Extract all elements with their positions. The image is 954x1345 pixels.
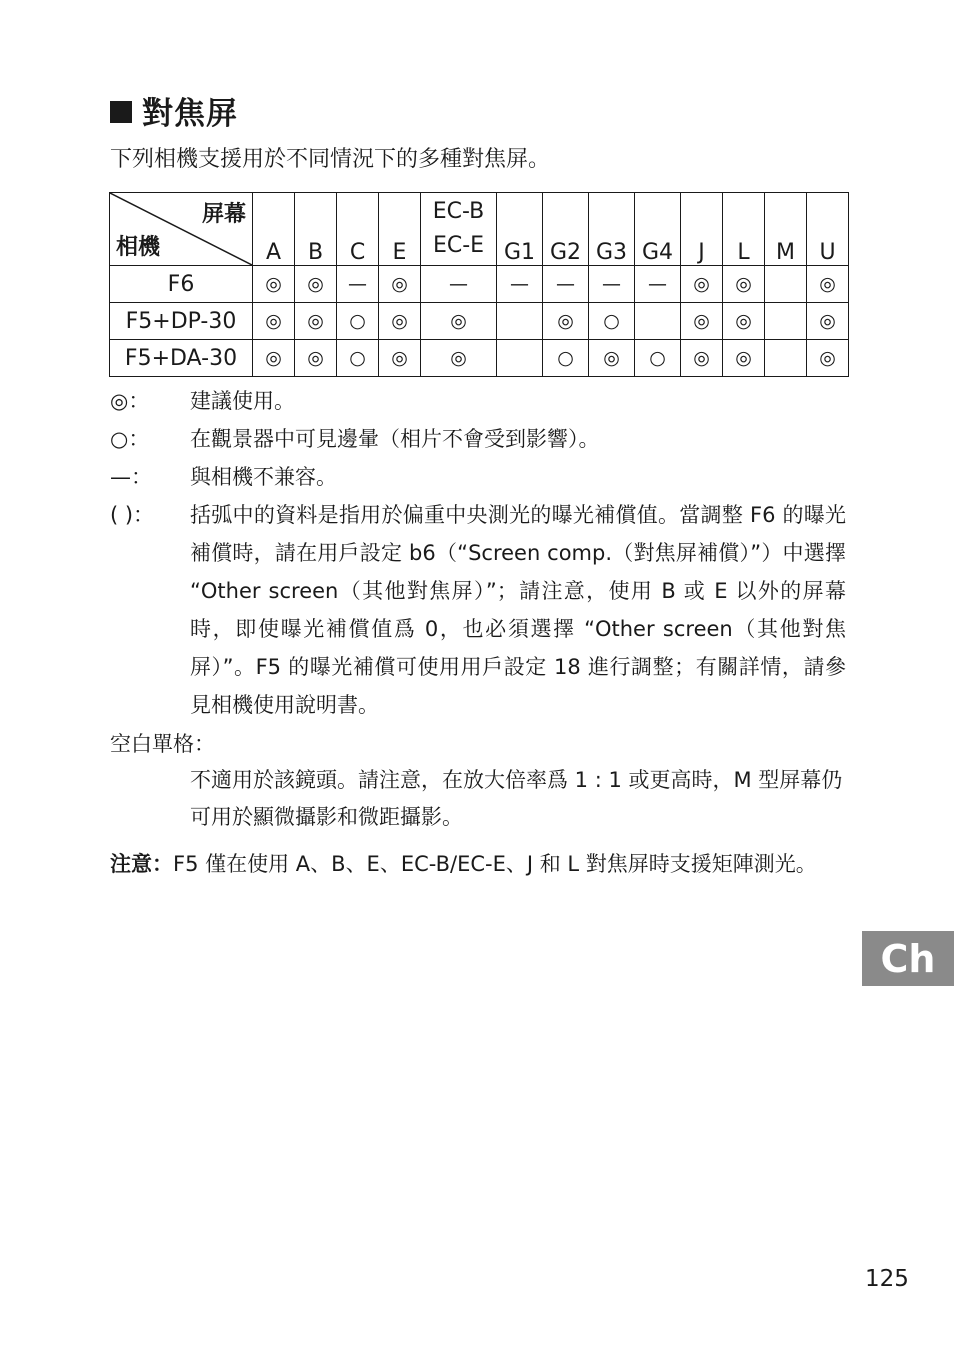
- note-item: [110, 382, 846, 420]
- column-header: C: [337, 193, 379, 266]
- column-header: G2: [543, 193, 589, 266]
- column-header: [421, 193, 497, 266]
- note-symbol: —：: [110, 465, 152, 489]
- column-header-line: EC-E: [432, 233, 485, 258]
- chapter-tab: Ch: [862, 931, 954, 986]
- column-header: G4: [635, 193, 681, 266]
- column-header: B: [295, 193, 337, 266]
- column-header: L: [723, 193, 765, 266]
- attention-text: F5 僅在使用 A、B、E、EC-B/EC-E、J 和 L 對焦屏時支援矩陣測光。: [173, 852, 817, 876]
- column-header-line: EC-B: [432, 199, 485, 224]
- note-item: [110, 458, 846, 496]
- compat-cell: ◎: [681, 303, 723, 340]
- compat-cell: [765, 266, 807, 303]
- note-text: 建議使用。: [190, 389, 295, 413]
- compat-cell: [635, 303, 681, 340]
- compat-cell: ○: [543, 340, 589, 377]
- compat-cell: ◎: [379, 266, 421, 303]
- camera-name: F5+DP-30: [110, 303, 253, 340]
- compat-cell: ○: [337, 340, 379, 377]
- section-title: 對焦屏: [142, 96, 238, 132]
- compat-cell: ○: [635, 340, 681, 377]
- camera-name: F6: [110, 266, 253, 303]
- square-bullet-icon: [110, 101, 132, 123]
- compatibility-table: [109, 192, 849, 377]
- compat-cell: ○: [337, 303, 379, 340]
- compat-cell: ◎: [723, 266, 765, 303]
- note-item: [110, 420, 846, 458]
- compat-cell: ◎: [421, 340, 497, 377]
- compat-cell: ◎: [253, 340, 295, 377]
- compat-cell: [765, 303, 807, 340]
- compat-cell: ◎: [379, 340, 421, 377]
- compat-cell: ○: [589, 303, 635, 340]
- compat-cell: [497, 340, 543, 377]
- compat-cell: —: [635, 266, 681, 303]
- compat-cell: ◎: [295, 303, 337, 340]
- column-header: M: [765, 193, 807, 266]
- compat-cell: ◎: [295, 340, 337, 377]
- column-header: J: [681, 193, 723, 266]
- compat-cell: ◎: [681, 340, 723, 377]
- note-symbol: ◎：: [110, 389, 150, 413]
- blank-cell-label: 空白單格：: [110, 732, 215, 756]
- compat-cell: ◎: [253, 266, 295, 303]
- page-number: 125: [865, 1266, 909, 1292]
- compat-cell: ◎: [543, 303, 589, 340]
- compat-cell: ◎: [295, 266, 337, 303]
- table-row: [110, 266, 849, 303]
- compat-cell: ◎: [379, 303, 421, 340]
- table-row: [110, 340, 849, 377]
- column-header: G3: [589, 193, 635, 266]
- note-text: 與相機不兼容。: [190, 465, 337, 489]
- corner-screen-label: 屏幕: [201, 202, 246, 227]
- compat-cell: ◎: [589, 340, 635, 377]
- column-header: E: [379, 193, 421, 266]
- compat-cell: ◎: [253, 303, 295, 340]
- section-heading: [110, 88, 238, 133]
- column-header: U: [807, 193, 849, 266]
- intro-text: 下列相機支援用於不同情況下的多種對焦屏。: [110, 147, 551, 172]
- attention-note: [110, 846, 846, 883]
- compat-cell: ◎: [807, 266, 849, 303]
- attention-label: 注意：: [110, 852, 173, 876]
- column-header: A: [253, 193, 295, 266]
- table-row: [110, 303, 849, 340]
- blank-cell-text: 不適用於該鏡頭。請注意，在放大倍率爲 1 : 1 或更高時，M 型屏幕仍可用於顯微攝影和微距攝影。: [190, 768, 843, 829]
- compat-cell: [497, 303, 543, 340]
- compat-cell: ◎: [723, 340, 765, 377]
- compat-cell: ◎: [421, 303, 497, 340]
- note-symbol: ( )：: [110, 503, 155, 527]
- compat-cell: ◎: [681, 266, 723, 303]
- column-header: G1: [497, 193, 543, 266]
- notes-section: [110, 382, 846, 883]
- note-text: 在觀景器中可見邊暈（相片不會受到影響）。: [190, 427, 600, 451]
- compat-cell: ◎: [807, 340, 849, 377]
- corner-camera-label: 相機: [116, 235, 161, 260]
- compat-cell: —: [543, 266, 589, 303]
- table-corner-header: [110, 193, 253, 266]
- compat-cell: —: [421, 266, 497, 303]
- camera-name: F5+DA-30: [110, 340, 253, 377]
- note-symbol: ○：: [110, 427, 150, 451]
- note-item: [110, 496, 846, 724]
- compat-cell: —: [589, 266, 635, 303]
- compat-cell: ◎: [807, 303, 849, 340]
- compat-cell: —: [337, 266, 379, 303]
- compat-cell: ◎: [723, 303, 765, 340]
- compat-cell: —: [497, 266, 543, 303]
- compat-cell: [765, 340, 807, 377]
- note-text: 括弧中的資料是指用於偏重中央測光的曝光補償值。當調整 F6 的曝光補償時，請在用戶設定 b6（“Screen comp.（對焦屏補償）”）中選擇 “Other screen（其他對焦屏）”；請注意，使用 B 或 E 以外的屏幕時，即使曝光補償值爲 0，也必須選擇 “Other screen（其他對焦屏）”。F5 的曝光補償可使用用戶設定 18 進行調整；有關詳情，請參見相機使用說明書。: [190, 503, 846, 717]
